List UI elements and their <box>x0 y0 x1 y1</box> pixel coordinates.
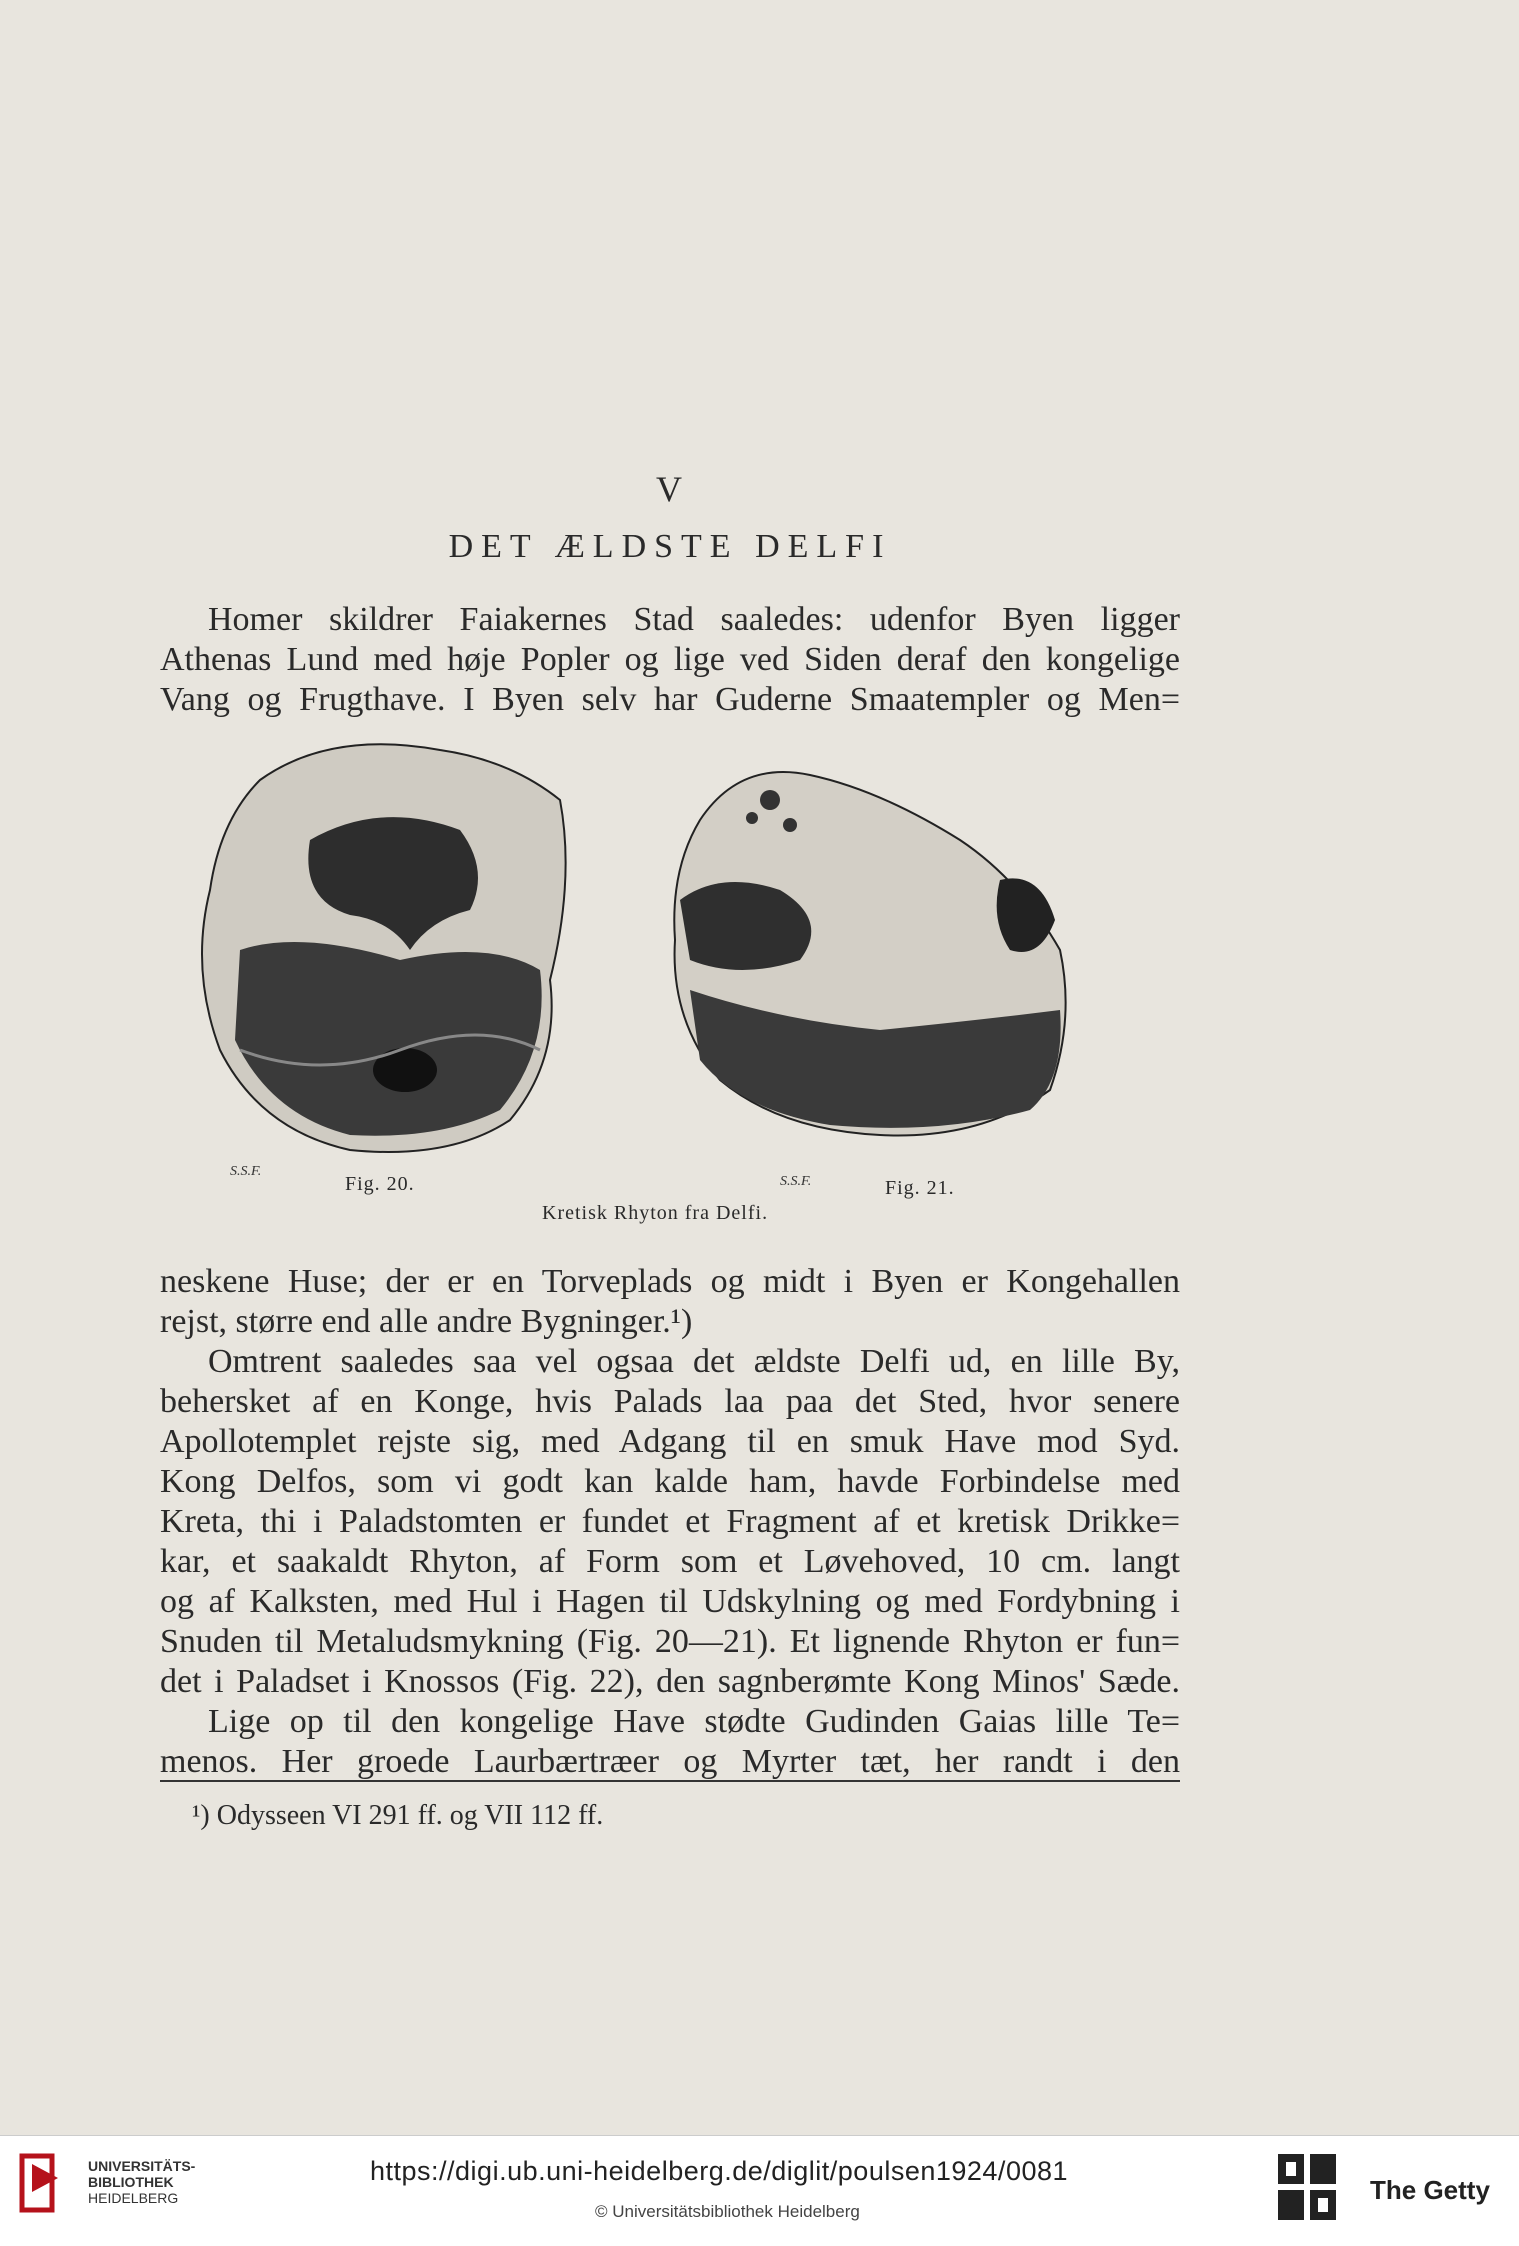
text-line: Kong Delfos, som vi godt kan kalde ham, havde Forbindelse med <box>160 1463 1180 1500</box>
paragraph-bottom <box>160 1262 1180 1782</box>
text-line: rejst, større end alle andre Bygninger.¹) <box>160 1303 693 1340</box>
signature-right: S.S.F. <box>780 1174 812 1189</box>
university-library-logo-icon <box>18 2150 66 2216</box>
text-line: Athenas Lund med høje Popler og lige ved Siden deraf den kongelige <box>160 641 1180 678</box>
rhyton-figures <box>180 720 1160 1240</box>
signature-left: S.S.F. <box>230 1164 262 1179</box>
text-line: Apollotemplet rejste sig, med Adgang til en smuk Have mod Syd. <box>160 1423 1180 1460</box>
text-line: behersket af en Konge, hvis Palads laa paa det Sted, hvor senere <box>160 1383 1180 1420</box>
text-line: Lige op til den kongelige Have stødte Gudinden Gaias lille Te= <box>208 1703 1180 1740</box>
getty-logo-icon <box>1276 2152 1340 2224</box>
text-line: Homer skildrer Faiakernes Stad saaledes: udenfor Byen ligger <box>208 601 1180 638</box>
fig20-illustration <box>202 744 566 1152</box>
text-line: og af Kalksten, med Hul i Hagen til Udskylning og med Fordybning i <box>160 1583 1180 1620</box>
paragraph-top <box>160 600 1180 720</box>
fig20-label: Fig. 20. <box>345 1173 415 1195</box>
footnote-rule <box>160 1780 1180 1782</box>
text-line: Kreta, thi i Paladstomten er fundet et Fragment af et kretisk Drikke= <box>160 1503 1180 1540</box>
text-line: neskene Huse; der er en Torveplads og midt i Byen er Kongehallen <box>160 1263 1180 1300</box>
getty-label: The Getty <box>1370 2175 1490 2205</box>
footnote: ¹) Odysseen VI 291 ff. og VII 112 ff. <box>192 1800 604 1831</box>
fig21-label: Fig. 21. <box>885 1177 955 1199</box>
figure-caption: Kretisk Rhyton fra Delfi. <box>542 1202 769 1224</box>
library-name: UNIVERSITÄTS- BIBLIOTHEK HEIDELBERG <box>88 2158 196 2206</box>
chapter-numeral: V <box>656 469 684 509</box>
text-line: det i Paladset i Knossos (Fig. 22), den sagnberømte Kong Minos' Sæde. <box>160 1663 1180 1700</box>
fig21-illustration <box>674 772 1065 1135</box>
text-line: kar, et saakaldt Rhyton, af Form som et Løvehoved, 10 cm. langt <box>160 1543 1180 1580</box>
document-url-link[interactable]: https://digi.ub.uni-heidelberg.de/diglit/poulsen1924/0081 <box>370 2156 1069 2186</box>
copyright-notice: © Universitätsbibliothek Heidelberg <box>595 2202 860 2221</box>
text-line: Snuden til Metaludsmykning (Fig. 20—21). Et lignende Rhyton er fun= <box>160 1623 1180 1660</box>
text-line: menos. Her groede Laurbærtræer og Myrter tæt, her randt i den <box>160 1743 1180 1780</box>
text-line: Vang og Frugthave. I Byen selv har Guderne Smaatempler og Men= <box>160 681 1180 718</box>
text-line: Omtrent saaledes saa vel ogsaa det ældste Delfi ud, en lille By, <box>208 1343 1180 1380</box>
chapter-title: DET ÆLDSTE DELFI <box>448 528 892 565</box>
